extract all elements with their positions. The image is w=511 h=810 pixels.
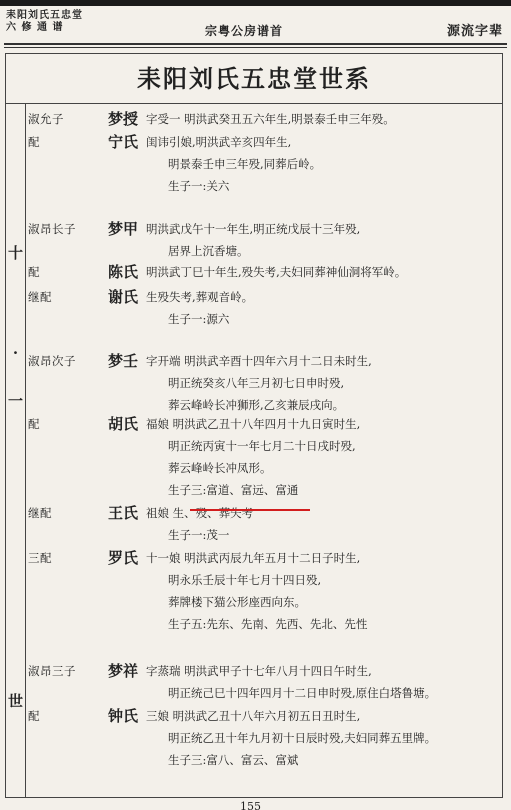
entry-name: 胡氏 xyxy=(107,415,138,433)
red-underline xyxy=(190,509,310,511)
header-book-title-line1: 耒阳刘氏五忠堂 xyxy=(6,10,83,21)
entry-line: 字蒸瑞 明洪武甲子十七年八月十四日午时生, xyxy=(146,664,372,678)
entry-name: 罗氏 xyxy=(107,549,138,567)
entry-name: 宁氏 xyxy=(107,133,138,151)
entry-name: 谢氏 xyxy=(107,288,138,306)
entry-name: 王氏 xyxy=(107,504,138,522)
entry-name: 钟氏 xyxy=(107,707,138,725)
entry-line: 明正统乙丑十年九月初十日辰时殁,夫妇同葬五里牌。 xyxy=(168,731,437,745)
generation-char: · xyxy=(12,344,19,362)
entry-line: 福娘 明洪武乙丑十八年四月十九日寅时生, xyxy=(146,417,361,431)
scanned-page xyxy=(0,6,511,810)
entry-line: 葬牌楼下猫公形座西向东。 xyxy=(168,595,306,609)
entry-role: 三配 xyxy=(28,551,52,565)
entry-role: 配 xyxy=(28,417,40,431)
entry-line: 明洪武戊午十一年生,明正统戊辰十三年殁, xyxy=(146,222,361,236)
header-rule-thick xyxy=(4,43,507,45)
generation-char: 世 xyxy=(7,692,23,710)
entry-line: 生子一:关六 xyxy=(168,179,230,193)
entry-line: 十一娘 明洪武丙辰九年五月十二日子时生, xyxy=(146,551,361,565)
header-book-title-line2: 六 修 通 谱 xyxy=(6,22,64,33)
entry-line: 生子三:富八、富云、富斌 xyxy=(168,753,299,767)
header-section-title: 宗粤公房谱首 xyxy=(205,24,284,38)
entry-line: 明景泰壬申三年殁,同葬后岭。 xyxy=(168,157,322,171)
entry-role: 继配 xyxy=(28,506,52,520)
entry-line: 生子三:富道、富远、富通 xyxy=(168,483,299,497)
entry-line: 字受一 明洪武癸丑五六年生,明景泰壬申三年殁。 xyxy=(146,112,395,126)
entry-line: 闺讳引娘,明洪武辛亥四年生, xyxy=(146,135,292,149)
entry-role: 淑昂三子 xyxy=(28,664,76,678)
page-number: 155 xyxy=(240,800,261,810)
generation-char: 十 xyxy=(7,244,23,262)
entry-name: 陈氏 xyxy=(107,263,138,281)
entry-line: 生子一:茂一 xyxy=(168,528,230,542)
entry-line: 明正统丙寅十一年七月二十日戌时殁, xyxy=(168,439,356,453)
entry-line: 三娘 明洪武乙丑十八年六月初五日丑时生, xyxy=(146,709,361,723)
entry-name: 梦甲 xyxy=(107,220,138,238)
entry-line: 明洪武丁巳十年生,殁失考,夫妇同葬神仙洞将军岭。 xyxy=(146,265,407,279)
entry-role: 淑昂长子 xyxy=(28,222,76,236)
entry-line: 祖娘 生、殁、葬失考 xyxy=(146,506,254,520)
header-book-title xyxy=(6,10,83,34)
entry-line: 字开端 明洪武辛酉十四年六月十二日未时生, xyxy=(146,354,372,368)
entry-name: 梦祥 xyxy=(107,662,138,680)
entry-line: 生子五:先东、先南、先西、先北、先性 xyxy=(168,617,368,631)
entry-line: 明永乐壬辰十年七月十四日殁, xyxy=(168,573,322,587)
entry-name: 梦授 xyxy=(107,110,138,128)
entry-role: 配 xyxy=(28,135,40,149)
entry-line: 居界上沉香塘。 xyxy=(168,244,249,258)
page-title: 耒阳刘氏五忠堂世系 xyxy=(6,54,502,104)
entry-line: 葬云峰岭长冲凤形。 xyxy=(168,461,272,475)
header-rule-thin xyxy=(4,47,507,48)
entry-role: 配 xyxy=(28,265,40,279)
entry-role: 淑昂次子 xyxy=(28,354,76,368)
generation-char: 一 xyxy=(7,392,23,410)
entry-role: 继配 xyxy=(28,290,52,304)
entry-line: 明正统己巳十四年四月十二日申时殁,原住白塔鲁塘。 xyxy=(168,686,437,700)
entry-role: 淑允子 xyxy=(28,112,64,126)
entry-name: 梦壬 xyxy=(107,352,138,370)
entry-role: 配 xyxy=(28,709,40,723)
entry-line: 生子一:源六 xyxy=(168,312,230,326)
generation-column xyxy=(6,104,26,797)
entry-line: 生殁失考,葬观音岭。 xyxy=(146,290,254,304)
page-header xyxy=(0,6,511,46)
entry-line: 葬云峰岭长冲狮形,乙亥兼辰戌向。 xyxy=(168,398,345,412)
entry-line: 明正统癸亥八年三月初七日申时殁, xyxy=(168,376,345,390)
header-chapter-title: 源流字辈 xyxy=(446,24,503,39)
